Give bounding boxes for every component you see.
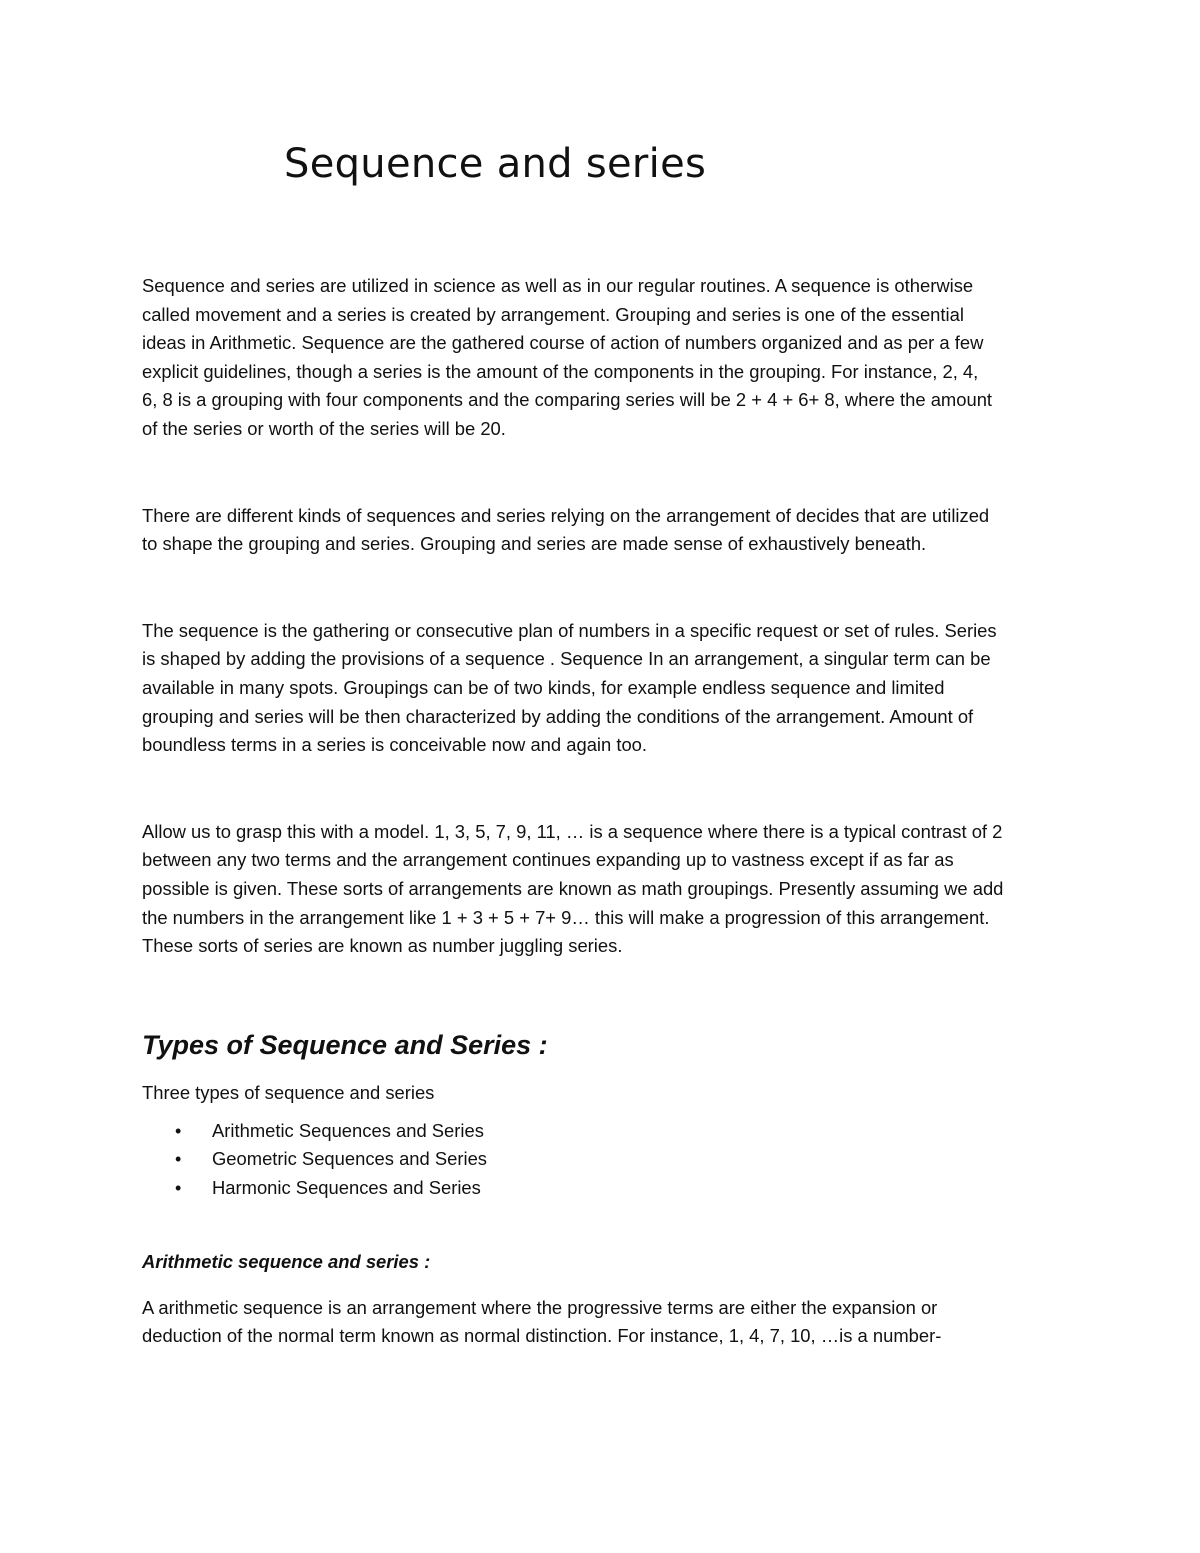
document-body (142, 272, 1062, 1351)
paragraph-line: to shape the grouping and series. Grouping and series are made sense of exhaustively beneath. (142, 533, 927, 555)
paragraph-line: called movement and a series is created by arrangement. Grouping and series is one of the essential (142, 303, 964, 325)
paragraph-line: grouping and series will be then characterized by adding the conditions of the arrangement. Amount of (142, 705, 974, 727)
paragraph-line: A arithmetic sequence is an arrangement where the progressive terms are either the expansion or (142, 1296, 938, 1318)
types-list (142, 1117, 1062, 1202)
bullet-icon: • (175, 1177, 182, 1198)
paragraph-line: Sequence and series are utilized in science as well as in our regular routines. A sequence is otherwise (142, 275, 974, 296)
paragraph-line: available in many spots. Groupings can be of two kinds, for example endless sequence and limited (142, 676, 945, 698)
paragraph-line: the numbers in the arrangement like 1 + 3 + 5 + 7+ 9… this will make a progression of this arrangement. (142, 906, 990, 928)
paragraph-line: is shaped by adding the provisions of a sequence . Sequence In an arrangement, a singular term can be (142, 648, 991, 670)
paragraph-line: 6, 8 is a grouping with four components and the comparing series will be 2 + 4 + 6+ 8, where the amount (142, 389, 993, 411)
paragraph-line: deduction of the normal term known as normal distinction. For instance, 1, 4, 7, 10, …is a number- (142, 1325, 942, 1347)
paragraph-line: Allow us to grasp this with a model. 1, 3, 5, 7, 9, 11, … is a sequence where there is a typical contrast of 2 (142, 820, 1003, 842)
paragraph-intro (142, 272, 1062, 444)
bullet-icon: • (175, 1121, 182, 1142)
paragraph-example (142, 818, 1062, 961)
paragraph-line: The sequence is the gathering or consecutive plan of numbers in a specific request or set of rules. Series (142, 619, 997, 641)
list-item-label: Harmonic Sequences and Series (212, 1176, 481, 1198)
paragraph-line: boundless terms in a series is conceivable now and again too. (142, 734, 648, 756)
paragraph-line: between any two terms and the arrangement continues expanding up to vastness except if as far as (142, 849, 954, 871)
list-item-label: Geometric Sequences and Series (212, 1148, 487, 1170)
paragraph-line: possible is given. These sorts of arrangements are known as math groupings. Presently assuming we add (142, 877, 1004, 899)
arithmetic-heading: Arithmetic sequence and series : (142, 1250, 431, 1272)
bullet-icon: • (175, 1149, 182, 1170)
list-item (142, 1117, 1062, 1145)
paragraph-line: explicit guidelines, though a series is the amount of the components in the grouping. For instance, 2, 4, (142, 360, 979, 382)
paragraph-kinds (142, 502, 1062, 559)
paragraph-line: of the series or worth of the series will be 20. (142, 417, 506, 439)
paragraph-line: These sorts of series are known as number juggling series. (142, 935, 623, 957)
paragraph-line: ideas in Arithmetic. Sequence are the gathered course of action of numbers organized and as per a few (142, 332, 984, 354)
paragraph-definition (142, 617, 1062, 760)
document-title: Sequence and series (284, 141, 707, 187)
paragraph-line: There are different kinds of sequences and series relying on the arrangement of decides that are utilized (142, 504, 990, 526)
types-heading: Types of Sequence and Series : (142, 1029, 548, 1060)
list-item (142, 1145, 1062, 1173)
types-intro: Three types of sequence and series (142, 1081, 435, 1103)
list-item-label: Arithmetic Sequences and Series (212, 1120, 484, 1142)
paragraph-arithmetic (142, 1294, 1062, 1351)
list-item (142, 1174, 1062, 1202)
